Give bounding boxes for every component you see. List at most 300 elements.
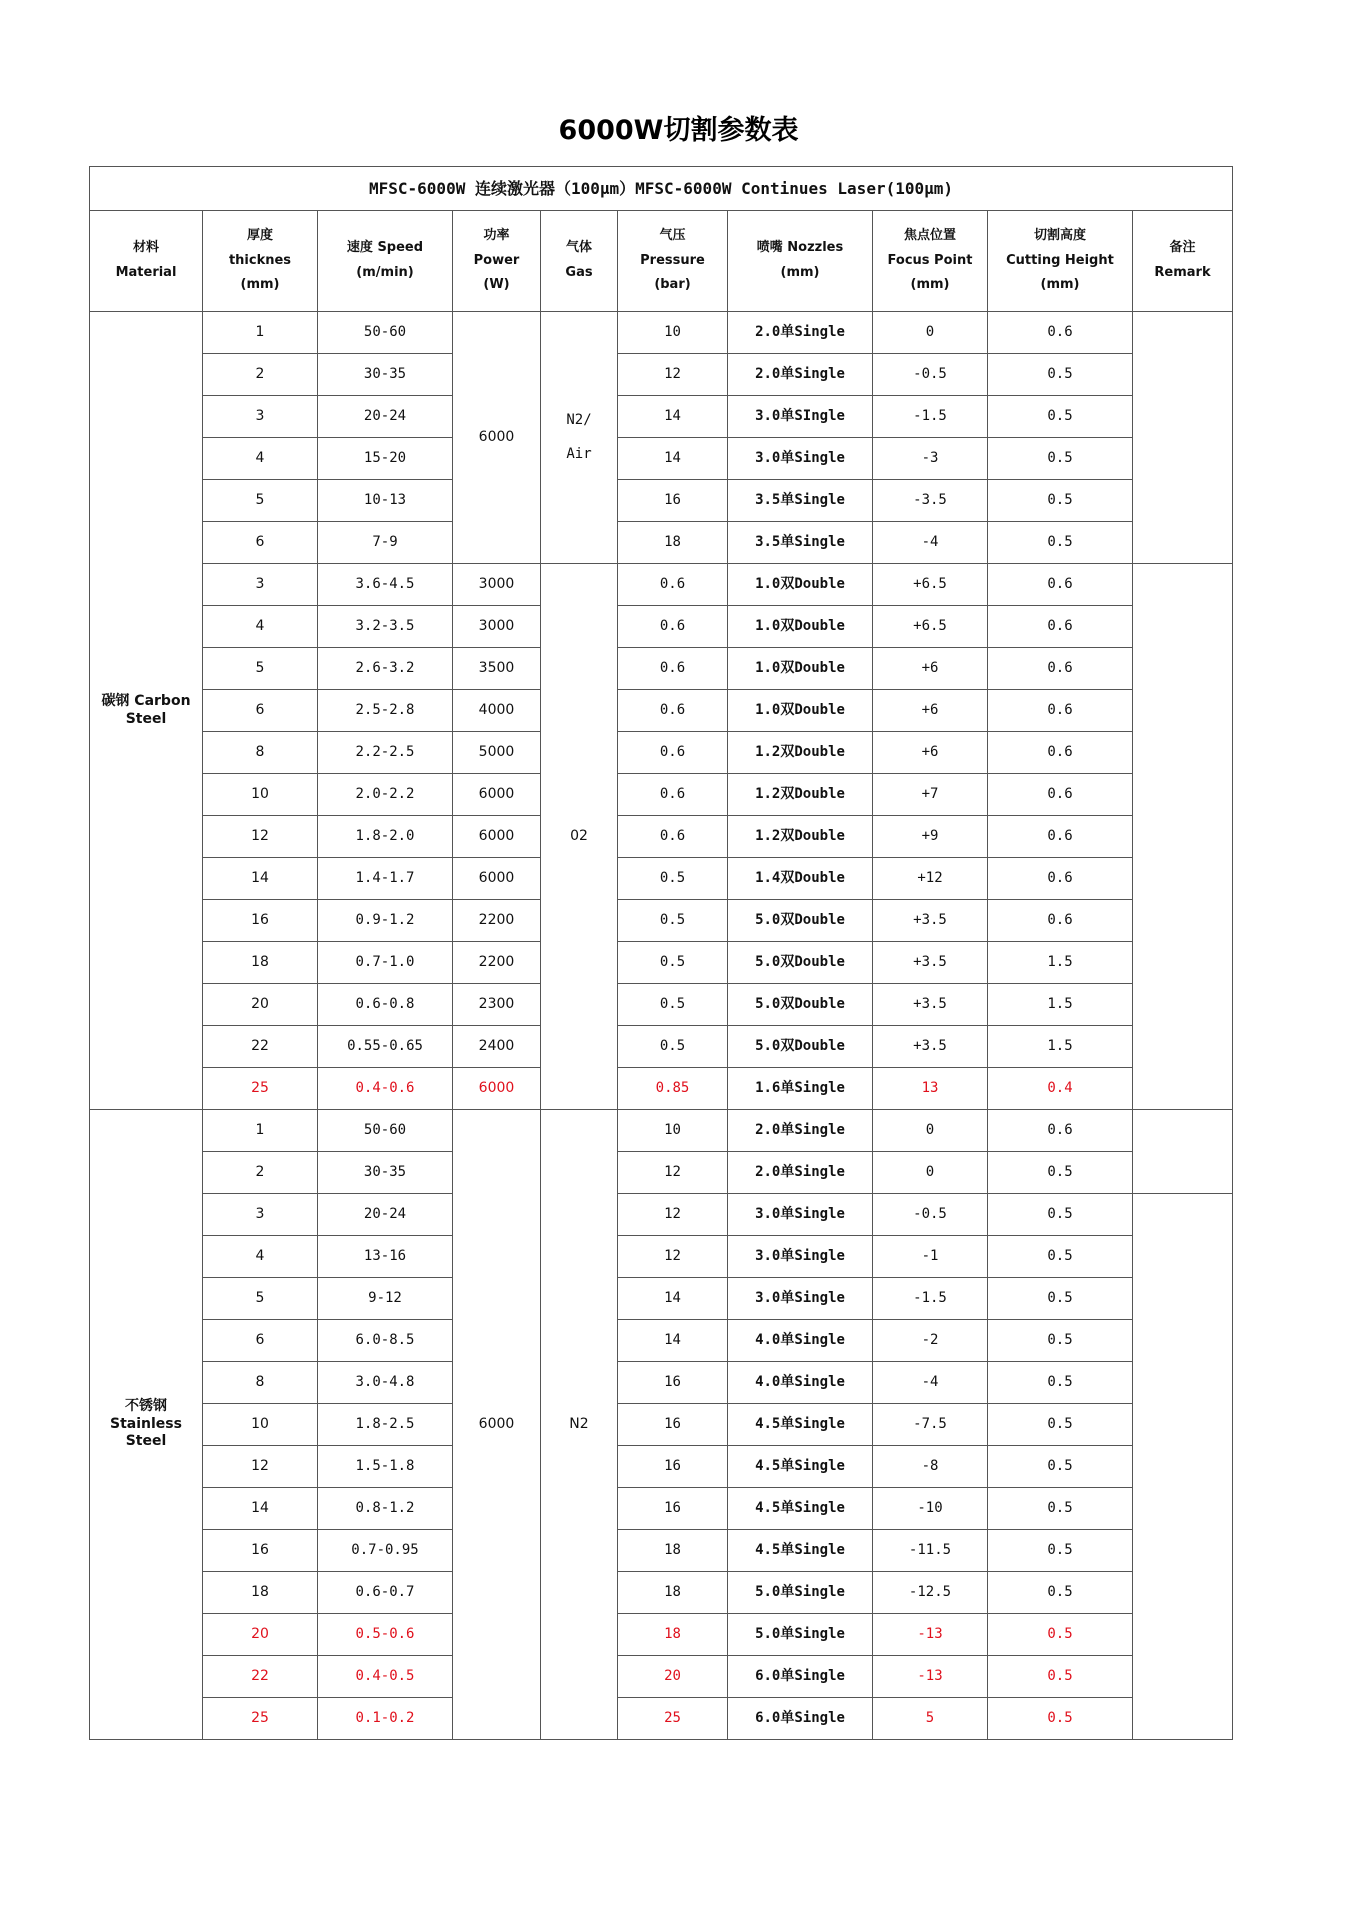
power-cell: 6000 bbox=[453, 816, 541, 858]
thickness-cell: 8 bbox=[203, 1362, 318, 1404]
nozzle-cell: 4.5单Single bbox=[728, 1530, 873, 1572]
thickness-cell: 18 bbox=[203, 942, 318, 984]
nozzle-cell: 5.0单Single bbox=[728, 1572, 873, 1614]
table-row bbox=[90, 1068, 1233, 1110]
material-stainless-steel-line: 不锈钢 bbox=[125, 1398, 167, 1415]
thickness-cell: 8 bbox=[203, 732, 318, 774]
header-speed-line: 速度 Speed bbox=[346, 240, 424, 256]
pressure-cell: 18 bbox=[618, 1572, 728, 1614]
focus-cell: +12 bbox=[873, 858, 988, 900]
cutting-parameter-table bbox=[89, 166, 1233, 1740]
pressure-cell: 12 bbox=[618, 1194, 728, 1236]
speed-cell: 0.55-0.65 bbox=[318, 1026, 453, 1068]
nozzle-cell: 1.4双Double bbox=[728, 858, 873, 900]
pressure-cell: 0.5 bbox=[618, 1026, 728, 1068]
pressure-cell: 20 bbox=[618, 1656, 728, 1698]
thickness-cell: 5 bbox=[203, 480, 318, 522]
speed-cell: 1.8-2.0 bbox=[318, 816, 453, 858]
material-stainless-steel-line: Steel bbox=[125, 1433, 167, 1450]
pressure-cell: 10 bbox=[618, 1110, 728, 1152]
speed-cell: 0.6-0.7 bbox=[318, 1572, 453, 1614]
height-cell: 0.5 bbox=[988, 1362, 1133, 1404]
header-cutting-height-line: Cutting Height bbox=[1006, 252, 1114, 268]
table-row bbox=[90, 648, 1233, 690]
thickness-cell: 25 bbox=[203, 1698, 318, 1740]
power-cell: 5000 bbox=[453, 732, 541, 774]
thickness-cell: 20 bbox=[203, 1614, 318, 1656]
gas-group-cell: N2 bbox=[541, 1110, 618, 1740]
header-focus-point bbox=[873, 211, 988, 312]
header-focus-point-line: (mm) bbox=[910, 277, 950, 293]
header-thickness-line: 厚度 bbox=[246, 227, 273, 243]
height-cell: 0.5 bbox=[988, 1698, 1133, 1740]
table-row bbox=[90, 1446, 1233, 1488]
power-cell: 2400 bbox=[453, 1026, 541, 1068]
focus-cell: 0 bbox=[873, 1152, 988, 1194]
power-cell: 3500 bbox=[453, 648, 541, 690]
pressure-cell: 10 bbox=[618, 312, 728, 354]
table-row bbox=[90, 354, 1233, 396]
focus-cell: +3.5 bbox=[873, 900, 988, 942]
height-cell: 0.6 bbox=[988, 312, 1133, 354]
focus-cell: +6.5 bbox=[873, 606, 988, 648]
header-thickness bbox=[203, 211, 318, 312]
table-row bbox=[90, 480, 1233, 522]
focus-cell: +6.5 bbox=[873, 564, 988, 606]
header-gas bbox=[541, 211, 618, 312]
focus-cell: +3.5 bbox=[873, 942, 988, 984]
nozzle-cell: 4.0单Single bbox=[728, 1362, 873, 1404]
thickness-cell: 6 bbox=[203, 1320, 318, 1362]
height-cell: 0.6 bbox=[988, 900, 1133, 942]
nozzle-cell: 3.0单Single bbox=[728, 438, 873, 480]
thickness-cell: 22 bbox=[203, 1026, 318, 1068]
thickness-cell: 18 bbox=[203, 1572, 318, 1614]
speed-cell: 6.0-8.5 bbox=[318, 1320, 453, 1362]
height-cell: 0.5 bbox=[988, 354, 1133, 396]
header-material bbox=[90, 211, 203, 312]
nozzle-cell: 4.5单Single bbox=[728, 1446, 873, 1488]
power-cell: 3000 bbox=[453, 606, 541, 648]
focus-cell: 0 bbox=[873, 1110, 988, 1152]
nozzle-cell: 5.0双Double bbox=[728, 942, 873, 984]
height-cell: 0.5 bbox=[988, 1656, 1133, 1698]
height-cell: 0.5 bbox=[988, 1194, 1133, 1236]
thickness-cell: 16 bbox=[203, 900, 318, 942]
table-row bbox=[90, 1488, 1233, 1530]
nozzle-cell: 2.0单Single bbox=[728, 354, 873, 396]
speed-cell: 3.0-4.8 bbox=[318, 1362, 453, 1404]
nozzle-cell: 3.5单Single bbox=[728, 480, 873, 522]
header-thickness-line: (mm) bbox=[240, 277, 280, 293]
header-gas-line: 气体 bbox=[565, 240, 592, 256]
pressure-cell: 0.6 bbox=[618, 732, 728, 774]
table-caption: MFSC-6000W 连续激光器（100μm）MFSC-6000W Continues Laser(100μm) bbox=[90, 167, 1233, 211]
header-cutting-height-line: (mm) bbox=[1040, 277, 1080, 293]
table-row bbox=[90, 1614, 1233, 1656]
pressure-cell: 14 bbox=[618, 396, 728, 438]
focus-cell: +7 bbox=[873, 774, 988, 816]
focus-cell: +6 bbox=[873, 648, 988, 690]
thickness-cell: 2 bbox=[203, 354, 318, 396]
focus-cell: -13 bbox=[873, 1614, 988, 1656]
pressure-cell: 0.6 bbox=[618, 648, 728, 690]
height-cell: 0.5 bbox=[988, 1236, 1133, 1278]
nozzle-cell: 3.0单Single bbox=[728, 1194, 873, 1236]
table-row bbox=[90, 606, 1233, 648]
table-row bbox=[90, 1362, 1233, 1404]
table-row bbox=[90, 816, 1233, 858]
table-row bbox=[90, 1320, 1233, 1362]
header-cutting-height bbox=[988, 211, 1133, 312]
pressure-cell: 0.6 bbox=[618, 690, 728, 732]
thickness-cell: 4 bbox=[203, 438, 318, 480]
speed-cell: 7-9 bbox=[318, 522, 453, 564]
focus-cell: -12.5 bbox=[873, 1572, 988, 1614]
focus-cell: +6 bbox=[873, 690, 988, 732]
header-gas-line: Gas bbox=[565, 265, 593, 280]
header-nozzle-line: (mm) bbox=[780, 265, 820, 280]
speed-cell: 1.8-2.5 bbox=[318, 1404, 453, 1446]
nozzle-cell: 1.0双Double bbox=[728, 690, 873, 732]
pressure-cell: 14 bbox=[618, 438, 728, 480]
table-row bbox=[90, 1572, 1233, 1614]
height-cell: 0.6 bbox=[988, 816, 1133, 858]
focus-cell: -10 bbox=[873, 1488, 988, 1530]
thickness-cell: 5 bbox=[203, 1278, 318, 1320]
table-row bbox=[90, 1110, 1233, 1152]
speed-cell: 30-35 bbox=[318, 354, 453, 396]
thickness-cell: 6 bbox=[203, 690, 318, 732]
focus-cell: -1.5 bbox=[873, 1278, 988, 1320]
thickness-cell: 3 bbox=[203, 564, 318, 606]
header-pressure-line: (bar) bbox=[654, 277, 691, 293]
pressure-cell: 0.6 bbox=[618, 606, 728, 648]
nozzle-cell: 4.5单Single bbox=[728, 1404, 873, 1446]
table-row bbox=[90, 1152, 1233, 1194]
table-row bbox=[90, 1026, 1233, 1068]
focus-cell: 0 bbox=[873, 312, 988, 354]
pressure-cell: 18 bbox=[618, 1614, 728, 1656]
remark-cell bbox=[1133, 564, 1233, 1110]
nozzle-cell: 1.2双Double bbox=[728, 732, 873, 774]
table-row bbox=[90, 1698, 1233, 1740]
header-pressure-line: Pressure bbox=[640, 252, 705, 268]
focus-cell: -1 bbox=[873, 1236, 988, 1278]
thickness-cell: 3 bbox=[203, 1194, 318, 1236]
focus-cell: -2 bbox=[873, 1320, 988, 1362]
nozzle-cell: 6.0单Single bbox=[728, 1698, 873, 1740]
height-cell: 0.4 bbox=[988, 1068, 1133, 1110]
speed-cell: 3.6-4.5 bbox=[318, 564, 453, 606]
header-nozzle bbox=[728, 211, 873, 312]
speed-cell: 0.7-1.0 bbox=[318, 942, 453, 984]
height-cell: 0.6 bbox=[988, 858, 1133, 900]
header-thickness-line: thicknes bbox=[228, 252, 292, 268]
remark-cell bbox=[1133, 312, 1233, 564]
speed-cell: 20-24 bbox=[318, 396, 453, 438]
speed-cell: 20-24 bbox=[318, 1194, 453, 1236]
nozzle-cell: 3.0单Single bbox=[728, 1278, 873, 1320]
nozzle-cell: 5.0双Double bbox=[728, 900, 873, 942]
height-cell: 0.5 bbox=[988, 1320, 1133, 1362]
speed-cell: 0.9-1.2 bbox=[318, 900, 453, 942]
thickness-cell: 2 bbox=[203, 1152, 318, 1194]
speed-cell: 50-60 bbox=[318, 1110, 453, 1152]
table-row bbox=[90, 1278, 1233, 1320]
thickness-cell: 1 bbox=[203, 1110, 318, 1152]
pressure-cell: 16 bbox=[618, 1446, 728, 1488]
pressure-cell: 12 bbox=[618, 354, 728, 396]
pressure-cell: 0.5 bbox=[618, 942, 728, 984]
header-focus-point-line: 焦点位置 bbox=[903, 227, 956, 243]
nozzle-cell: 2.0单Single bbox=[728, 1110, 873, 1152]
material-carbon-steel-line: Steel bbox=[125, 710, 167, 727]
table-row bbox=[90, 1236, 1233, 1278]
pressure-cell: 0.85 bbox=[618, 1068, 728, 1110]
pressure-cell: 0.5 bbox=[618, 984, 728, 1026]
height-cell: 0.5 bbox=[988, 1572, 1133, 1614]
table-row bbox=[90, 858, 1233, 900]
speed-cell: 0.7-0.95 bbox=[318, 1530, 453, 1572]
focus-cell: -1.5 bbox=[873, 396, 988, 438]
power-cell: 2200 bbox=[453, 942, 541, 984]
speed-cell: 0.5-0.6 bbox=[318, 1614, 453, 1656]
height-cell: 0.5 bbox=[988, 396, 1133, 438]
table-row bbox=[90, 564, 1233, 606]
focus-cell: -4 bbox=[873, 1362, 988, 1404]
focus-cell: -0.5 bbox=[873, 1194, 988, 1236]
pressure-cell: 16 bbox=[618, 480, 728, 522]
table-row bbox=[90, 1656, 1233, 1698]
material-stainless-steel-line: Stainless bbox=[110, 1415, 182, 1432]
nozzle-cell: 3.5单Single bbox=[728, 522, 873, 564]
thickness-cell: 4 bbox=[203, 1236, 318, 1278]
thickness-cell: 20 bbox=[203, 984, 318, 1026]
nozzle-cell: 2.0单Single bbox=[728, 1152, 873, 1194]
focus-cell: 5 bbox=[873, 1698, 988, 1740]
nozzle-cell: 4.5单Single bbox=[728, 1488, 873, 1530]
height-cell: 0.5 bbox=[988, 1614, 1133, 1656]
header-material-line: Material bbox=[115, 265, 177, 280]
speed-cell: 2.2-2.5 bbox=[318, 732, 453, 774]
speed-cell: 0.6-0.8 bbox=[318, 984, 453, 1026]
nozzle-cell: 5.0双Double bbox=[728, 984, 873, 1026]
height-cell: 0.6 bbox=[988, 1110, 1133, 1152]
remark-cell bbox=[1133, 1110, 1233, 1194]
pressure-cell: 16 bbox=[618, 1404, 728, 1446]
header-power bbox=[453, 211, 541, 312]
gas-group-cell bbox=[541, 312, 618, 564]
speed-cell: 0.1-0.2 bbox=[318, 1698, 453, 1740]
nozzle-cell: 5.0双Double bbox=[728, 1026, 873, 1068]
focus-cell: 13 bbox=[873, 1068, 988, 1110]
speed-cell: 15-20 bbox=[318, 438, 453, 480]
header-remark bbox=[1133, 211, 1233, 312]
table-row bbox=[90, 732, 1233, 774]
speed-cell: 30-35 bbox=[318, 1152, 453, 1194]
nozzle-cell: 6.0单Single bbox=[728, 1656, 873, 1698]
height-cell: 0.6 bbox=[988, 564, 1133, 606]
thickness-cell: 4 bbox=[203, 606, 318, 648]
focus-cell: -13 bbox=[873, 1656, 988, 1698]
nozzle-cell: 1.0双Double bbox=[728, 564, 873, 606]
material-stainless-steel bbox=[90, 1110, 203, 1740]
power-group-cell: 6000 bbox=[453, 1110, 541, 1740]
pressure-cell: 0.5 bbox=[618, 900, 728, 942]
height-cell: 0.6 bbox=[988, 690, 1133, 732]
height-cell: 1.5 bbox=[988, 1026, 1133, 1068]
height-cell: 0.5 bbox=[988, 1404, 1133, 1446]
height-cell: 1.5 bbox=[988, 984, 1133, 1026]
table-row bbox=[90, 312, 1233, 354]
height-cell: 0.5 bbox=[988, 1446, 1133, 1488]
nozzle-cell: 1.0双Double bbox=[728, 606, 873, 648]
thickness-cell: 1 bbox=[203, 312, 318, 354]
focus-cell: +9 bbox=[873, 816, 988, 858]
speed-cell: 1.4-1.7 bbox=[318, 858, 453, 900]
power-cell: 2300 bbox=[453, 984, 541, 1026]
height-cell: 0.6 bbox=[988, 606, 1133, 648]
header-remark-line: 备注 bbox=[1169, 240, 1196, 256]
material-carbon-steel bbox=[90, 312, 203, 1110]
height-cell: 0.6 bbox=[988, 648, 1133, 690]
thickness-cell: 5 bbox=[203, 648, 318, 690]
speed-cell: 50-60 bbox=[318, 312, 453, 354]
table-row bbox=[90, 900, 1233, 942]
height-cell: 0.5 bbox=[988, 480, 1133, 522]
gas-group-line: Air bbox=[566, 445, 592, 462]
speed-cell: 9-12 bbox=[318, 1278, 453, 1320]
height-cell: 0.5 bbox=[988, 1278, 1133, 1320]
gas-group-line: N2/ bbox=[566, 411, 592, 428]
nozzle-cell: 4.0单Single bbox=[728, 1320, 873, 1362]
header-nozzle-line: 喷嘴 Nozzles bbox=[756, 240, 844, 256]
power-cell: 2200 bbox=[453, 900, 541, 942]
height-cell: 0.5 bbox=[988, 438, 1133, 480]
height-cell: 0.5 bbox=[988, 522, 1133, 564]
pressure-cell: 18 bbox=[618, 522, 728, 564]
table-row bbox=[90, 1530, 1233, 1572]
speed-cell: 1.5-1.8 bbox=[318, 1446, 453, 1488]
focus-cell: -8 bbox=[873, 1446, 988, 1488]
speed-cell: 0.4-0.5 bbox=[318, 1656, 453, 1698]
focus-cell: +3.5 bbox=[873, 1026, 988, 1068]
pressure-cell: 18 bbox=[618, 1530, 728, 1572]
focus-cell: -7.5 bbox=[873, 1404, 988, 1446]
speed-cell: 2.0-2.2 bbox=[318, 774, 453, 816]
nozzle-cell: 1.2双Double bbox=[728, 774, 873, 816]
pressure-cell: 12 bbox=[618, 1152, 728, 1194]
power-cell: 4000 bbox=[453, 690, 541, 732]
header-remark-line: Remark bbox=[1154, 265, 1211, 280]
nozzle-cell: 3.0单SIngle bbox=[728, 396, 873, 438]
thickness-cell: 12 bbox=[203, 1446, 318, 1488]
height-cell: 0.5 bbox=[988, 1152, 1133, 1194]
height-cell: 0.5 bbox=[988, 1530, 1133, 1572]
thickness-cell: 3 bbox=[203, 396, 318, 438]
focus-cell: -3 bbox=[873, 438, 988, 480]
gas-group-cell: 02 bbox=[541, 564, 618, 1110]
remark-cell bbox=[1133, 1194, 1233, 1740]
header-cutting-height-line: 切割高度 bbox=[1033, 227, 1086, 243]
header-focus-point-line: Focus Point bbox=[887, 252, 973, 268]
thickness-cell: 16 bbox=[203, 1530, 318, 1572]
power-cell: 6000 bbox=[453, 774, 541, 816]
nozzle-cell: 2.0单Single bbox=[728, 312, 873, 354]
thickness-cell: 14 bbox=[203, 858, 318, 900]
speed-cell: 0.8-1.2 bbox=[318, 1488, 453, 1530]
focus-cell: +6 bbox=[873, 732, 988, 774]
table-row bbox=[90, 522, 1233, 564]
speed-cell: 2.6-3.2 bbox=[318, 648, 453, 690]
table-row bbox=[90, 690, 1233, 732]
focus-cell: -0.5 bbox=[873, 354, 988, 396]
pressure-cell: 14 bbox=[618, 1278, 728, 1320]
header-pressure bbox=[618, 211, 728, 312]
pressure-cell: 25 bbox=[618, 1698, 728, 1740]
nozzle-cell: 1.0双Double bbox=[728, 648, 873, 690]
pressure-cell: 14 bbox=[618, 1320, 728, 1362]
table-row bbox=[90, 984, 1233, 1026]
nozzle-cell: 5.0单Single bbox=[728, 1614, 873, 1656]
header-pressure-line: 气压 bbox=[659, 227, 686, 243]
power-cell: 6000 bbox=[453, 1068, 541, 1110]
header-speed-line: (m/min) bbox=[356, 265, 414, 280]
pressure-cell: 0.6 bbox=[618, 774, 728, 816]
speed-cell: 10-13 bbox=[318, 480, 453, 522]
speed-cell: 13-16 bbox=[318, 1236, 453, 1278]
height-cell: 1.5 bbox=[988, 942, 1133, 984]
thickness-cell: 25 bbox=[203, 1068, 318, 1110]
height-cell: 0.6 bbox=[988, 732, 1133, 774]
material-carbon-steel-line: 碳钢 Carbon bbox=[101, 693, 191, 709]
focus-cell: -4 bbox=[873, 522, 988, 564]
header-material-line: 材料 bbox=[132, 240, 159, 256]
height-cell: 0.6 bbox=[988, 774, 1133, 816]
focus-cell: -3.5 bbox=[873, 480, 988, 522]
power-cell: 3000 bbox=[453, 564, 541, 606]
thickness-cell: 14 bbox=[203, 1488, 318, 1530]
header-speed bbox=[318, 211, 453, 312]
header-power-line: Power bbox=[473, 252, 520, 268]
header-power-line: 功率 bbox=[483, 227, 510, 243]
thickness-cell: 6 bbox=[203, 522, 318, 564]
pressure-cell: 16 bbox=[618, 1488, 728, 1530]
table-row bbox=[90, 1194, 1233, 1236]
thickness-cell: 12 bbox=[203, 816, 318, 858]
table-row bbox=[90, 438, 1233, 480]
table-row bbox=[90, 1404, 1233, 1446]
thickness-cell: 10 bbox=[203, 1404, 318, 1446]
power-group-cell: 6000 bbox=[453, 312, 541, 564]
nozzle-cell: 3.0单Single bbox=[728, 1236, 873, 1278]
table-row bbox=[90, 774, 1233, 816]
pressure-cell: 0.5 bbox=[618, 858, 728, 900]
nozzle-cell: 1.6单Single bbox=[728, 1068, 873, 1110]
nozzle-cell: 1.2双Double bbox=[728, 816, 873, 858]
focus-cell: -11.5 bbox=[873, 1530, 988, 1572]
height-cell: 0.5 bbox=[988, 1488, 1133, 1530]
pressure-cell: 16 bbox=[618, 1362, 728, 1404]
speed-cell: 3.2-3.5 bbox=[318, 606, 453, 648]
power-cell: 6000 bbox=[453, 858, 541, 900]
pressure-cell: 0.6 bbox=[618, 564, 728, 606]
speed-cell: 2.5-2.8 bbox=[318, 690, 453, 732]
table-row bbox=[90, 396, 1233, 438]
focus-cell: +3.5 bbox=[873, 984, 988, 1026]
header-power-line: (W) bbox=[483, 277, 510, 293]
